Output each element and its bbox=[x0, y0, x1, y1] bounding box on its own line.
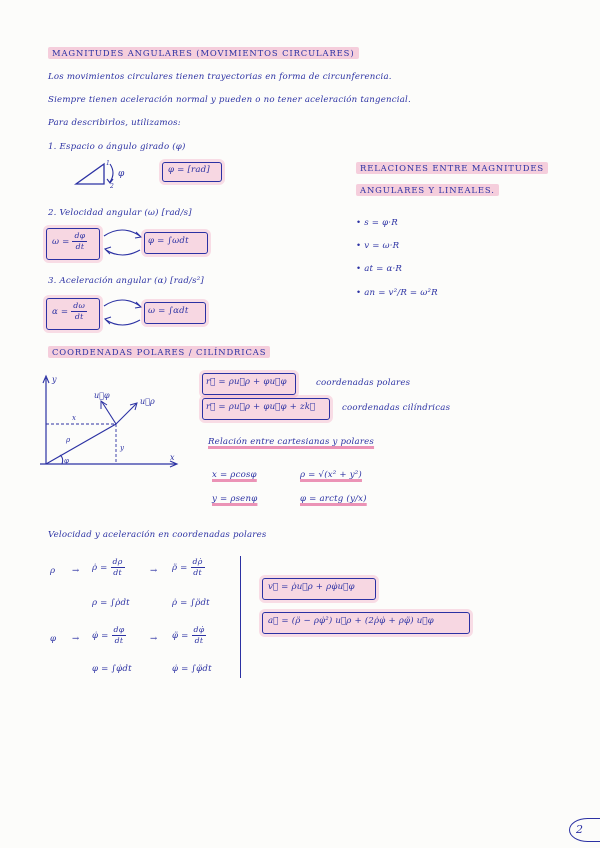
alpha-derivative-formula: α = $\frac{d\omega}{dt}$ bbox=[52, 301, 86, 321]
page-number: 2 bbox=[569, 818, 600, 842]
svg-text:1: 1 bbox=[106, 160, 110, 167]
phi-dot-integral: φ̇ = ∫φ̈dt bbox=[172, 664, 212, 674]
svg-text:φ: φ bbox=[118, 169, 125, 179]
omega-integral-formula: φ = ∫ωdt bbox=[148, 236, 189, 246]
svg-text:u⃗ρ: u⃗ρ bbox=[140, 397, 155, 406]
item-angle: 1. Espacio o ángulo girado (φ) bbox=[48, 142, 186, 152]
intro-line-2: Siempre tienen aceleración normal y pueden o no tener aceleración tangencial. bbox=[48, 95, 411, 105]
item-angular-acceleration: 3. Aceleración angular (α) [rad/s²] bbox=[48, 276, 204, 286]
angle-unit-formula: φ = [rad] bbox=[168, 165, 210, 175]
eq-rho: ρ = √(x² + y²) bbox=[300, 470, 362, 480]
polar-coordinates-diagram bbox=[36, 368, 186, 472]
polar-label: coordenadas polares bbox=[316, 378, 411, 388]
rho-dot-integral: ρ̇ = ∫ρ̈dt bbox=[172, 598, 210, 608]
rho-ddot-formula: ρ̈ = $\frac{d\rhȯ}{dt}$ bbox=[172, 557, 203, 577]
velocity-formula: v⃗ = ρ̇u⃗ρ + ρφ̇u⃗φ bbox=[268, 582, 355, 592]
polar-position-formula: r⃗ = ρu⃗ρ + φu⃗φ bbox=[206, 377, 287, 387]
relations-title-2: ANGULARES Y LINEALES. bbox=[356, 185, 499, 195]
rho-symbol: ρ bbox=[50, 566, 56, 576]
svg-text:x: x bbox=[72, 414, 76, 422]
phi-symbol: φ bbox=[50, 634, 57, 644]
cycle-arrows-icon bbox=[100, 294, 146, 330]
section-title-polar: COORDENADAS POLARES / CILÍNDRICAS bbox=[48, 347, 270, 357]
rho-integral: ρ = ∫ρ̇dt bbox=[92, 598, 130, 608]
relation-item: • at = α·R bbox=[356, 264, 403, 274]
relation-item: • an = v²/R = ω²R bbox=[356, 288, 438, 298]
cylindrical-label: coordenadas cilíndricas bbox=[342, 403, 451, 413]
phi-ddot-formula: φ̈ = $\frac{d\varphi̇}{dt}$ bbox=[172, 625, 205, 645]
relations-title-1: RELACIONES ENTRE MAGNITUDES bbox=[356, 163, 548, 173]
svg-text:u⃗φ: u⃗φ bbox=[94, 391, 110, 400]
arrow: → bbox=[72, 634, 80, 644]
intro-line-3: Para describirlos, utilizamos: bbox=[48, 118, 181, 128]
eq-y: y = ρsenφ bbox=[212, 494, 258, 504]
section-title-velocity: Velocidad y aceleración en coordenadas polares bbox=[48, 530, 267, 540]
angle-triangle-icon bbox=[70, 158, 160, 190]
arrow: → bbox=[150, 634, 158, 644]
svg-text:ρ: ρ bbox=[66, 436, 71, 444]
relation-title: Relación entre cartesianas y polares bbox=[208, 437, 375, 447]
relation-item: • s = φ·R bbox=[356, 218, 398, 228]
svg-text:y: y bbox=[120, 444, 124, 452]
acceleration-formula: a⃗ = (ρ̈ − ρφ̇²) u⃗ρ + (2ρ̇φ̇ + ρφ̈) u⃗φ bbox=[268, 616, 434, 626]
arrow: → bbox=[72, 566, 80, 576]
svg-text:φ: φ bbox=[64, 457, 69, 465]
arrow: → bbox=[150, 566, 158, 576]
relation-item: • v = ω·R bbox=[356, 241, 400, 251]
section-title-angular: MAGNITUDES ANGULARES (MOVIMIENTOS CIRCULARES) bbox=[48, 48, 359, 58]
intro-line-1: Los movimientos circulares tienen trayectorias en forma de circunferencia. bbox=[48, 72, 392, 82]
alpha-integral-formula: ω = ∫αdt bbox=[148, 306, 189, 316]
rho-dot-formula: ρ̇ = $\frac{d\rho}{dt}$ bbox=[92, 557, 123, 577]
cylindrical-position-formula: r⃗ = ρu⃗ρ + φu⃗φ + zk⃗ bbox=[206, 402, 316, 412]
svg-text:x: x bbox=[170, 453, 175, 462]
eq-x: x = ρcosφ bbox=[212, 470, 257, 480]
phi-integral: φ = ∫φ̇dt bbox=[92, 664, 132, 674]
divider-line bbox=[240, 556, 241, 678]
eq-phi: φ = arctg (y/x) bbox=[300, 494, 367, 504]
item-angular-velocity: 2. Velocidad angular (ω) [rad/s] bbox=[48, 208, 192, 218]
cycle-arrows-icon bbox=[100, 224, 146, 260]
svg-text:2: 2 bbox=[110, 183, 114, 190]
omega-derivative-formula: ω = $\frac{d\varphi}{dt}$ bbox=[52, 231, 86, 251]
phi-dot-formula: φ̇ = $\frac{d\varphi}{dt}$ bbox=[92, 625, 125, 645]
svg-text:y: y bbox=[52, 375, 57, 384]
